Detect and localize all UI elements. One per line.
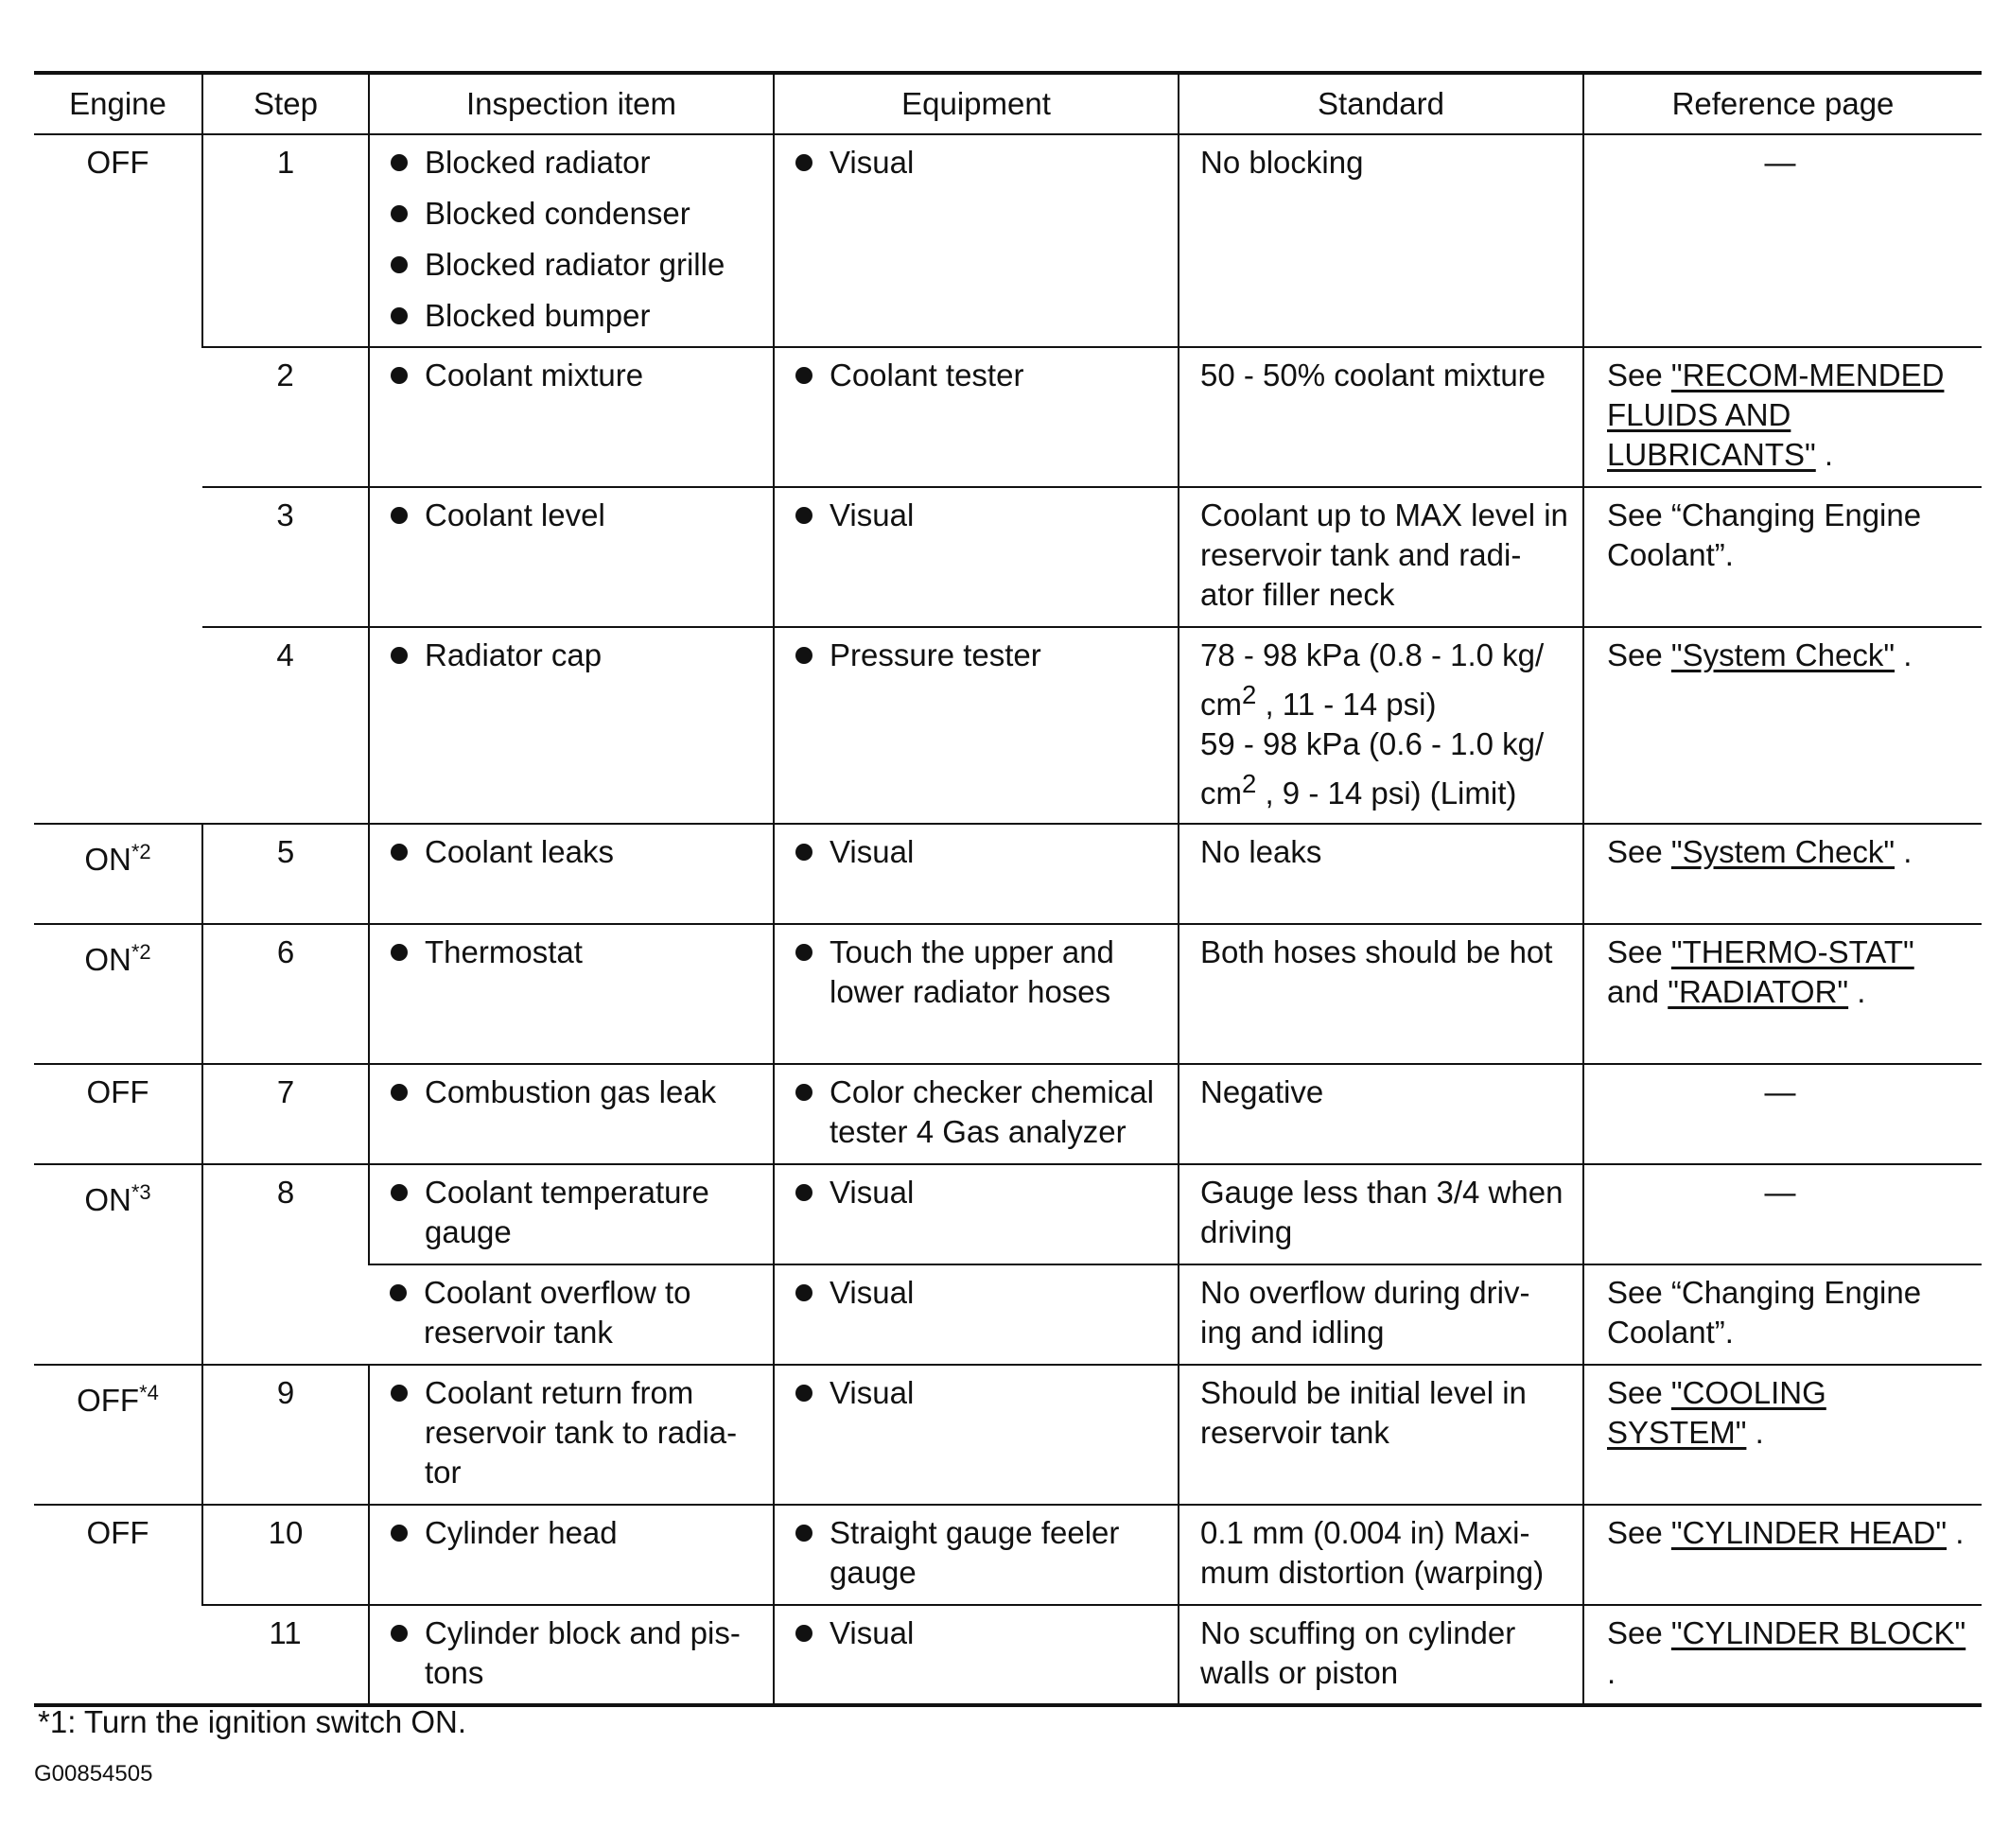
standard-cell: No blocking [1179,134,1583,347]
table-row [34,627,1982,824]
step-cell: 2 [202,347,369,487]
reference-cell [1583,627,1982,824]
inspection-item-cell [369,1505,774,1605]
reference-cell: — [1583,1064,1982,1164]
engine-cell: OFF [34,1505,202,1705]
engine-state: ON [84,1182,131,1217]
ref-prefix: See [1607,934,1671,969]
standard-cell: 50 - 50% coolant mixture [1179,347,1583,487]
superscript: 2 [1242,680,1257,709]
ref-suffix: . [1947,1515,1965,1550]
equipment-cell [774,1164,1179,1264]
inspection-item-cell [369,487,774,627]
equipment-cell [774,824,1179,924]
reference-link[interactable]: "RECOM-MENDED FLUIDS AND LUBRICANTS" [1607,357,1945,472]
step-cell: 4 [202,627,369,824]
col-header-equipment: Equipment [774,73,1179,134]
list-item: Visual [795,1613,1166,1653]
table-row [34,1605,1982,1705]
list-item: Cylinder block and pis-tons [391,1613,761,1693]
standard-cell: Negative [1179,1064,1583,1164]
list-item: Visual [795,143,1166,183]
inspection-item-cell [369,1264,774,1365]
reference-link[interactable]: "CYLINDER BLOCK" [1670,1615,1966,1650]
equipment-cell [774,1605,1179,1705]
engine-state: OFF [77,1383,140,1418]
list-item: Blocked radiator [391,143,761,183]
inspection-item-cell [369,134,774,347]
standard-cell: Both hoses should be hot [1179,924,1583,1064]
reference-link[interactable]: "COOLING SYSTEM" [1607,1375,1826,1450]
ref-suffix: . [1848,974,1866,1009]
reference-cell [1583,924,1982,1064]
standard-text: , 9 - 14 psi) (Limit) [1256,776,1517,811]
standard-text: 78 - 98 kPa (0.8 - 1.0 kg/ cm [1200,637,1545,722]
reference-link[interactable]: "RADIATOR" [1668,974,1849,1009]
equipment-cell [774,347,1179,487]
superscript: 2 [1242,769,1257,798]
standard-cell: Gauge less than 3/4 when driving [1179,1164,1583,1264]
table-row [34,1505,1982,1605]
col-header-reference-page: Reference page [1583,73,1982,134]
inspection-item-cell [369,1064,774,1164]
list-item: Straight gauge feeler gauge [795,1513,1166,1593]
table-row [34,1064,1982,1164]
col-header-step: Step [202,73,369,134]
standard-cell [1179,627,1583,824]
list-item: Cylinder head [391,1513,761,1553]
equipment-cell [774,487,1179,627]
figure-id: G00854505 [34,1761,153,1787]
reference-cell [1583,347,1982,487]
list-item: Touch the upper and lower radiator hoses [795,933,1166,1012]
list-item: Combustion gas leak [391,1072,761,1112]
reference-cell: — [1583,134,1982,347]
list-item: Coolant level [391,496,761,535]
step-cell: 9 [202,1365,369,1505]
reference-cell: — [1583,1164,1982,1264]
ref-prefix: See [1607,637,1671,672]
step-cell: 11 [202,1605,369,1705]
list-item: Visual [795,496,1166,535]
engine-cell [34,1164,202,1365]
engine-footnote-mark: *2 [131,940,151,964]
standard-line [1200,724,1571,813]
list-item: Radiator cap [391,636,761,675]
table-row [34,1164,1982,1264]
ref-suffix: . [1895,834,1913,869]
engine-state: OFF [86,145,149,180]
standard-text: 59 - 98 kPa (0.6 - 1.0 kg/ cm [1200,726,1545,811]
engine-cell [34,824,202,924]
list-item: Coolant overflow to reservoir tank [390,1273,761,1352]
ref-suffix: . [1607,1655,1616,1690]
standard-cell: No scuffing on cylinder walls or piston [1179,1605,1583,1705]
ref-suffix: . [1815,437,1834,472]
standard-cell: 0.1 mm (0.004 in) Maxi-mum distortion (warping) [1179,1505,1583,1605]
inspection-item-cell [369,627,774,824]
engine-state: ON [84,942,131,977]
list-item: Coolant return from reservoir tank to radia-tor [391,1373,761,1492]
ref-prefix: See [1607,1375,1671,1410]
ref-prefix: See [1607,357,1671,392]
inspection-item-cell [369,824,774,924]
reference-link[interactable]: "System Check" [1670,834,1895,869]
list-item: Blocked bumper [391,296,761,336]
ref-prefix: See [1607,834,1671,869]
reference-cell [1583,1605,1982,1705]
engine-cell: OFF [34,1064,202,1164]
step-cell: 5 [202,824,369,924]
reference-cell [1583,1365,1982,1505]
list-item: Coolant temperature gauge [391,1173,761,1252]
engine-footnote-mark: *2 [131,840,151,863]
engine-footnote-mark: *3 [131,1180,151,1204]
step-cell: 10 [202,1505,369,1605]
inspection-item-cell [369,347,774,487]
col-header-standard: Standard [1179,73,1583,134]
standard-line [1200,636,1571,724]
list-item: Coolant leaks [391,832,761,872]
step-cell: 1 [202,134,369,347]
footnote: *1: Turn the ignition switch ON. [38,1704,467,1739]
standard-cell: Coolant up to MAX level in reservoir tank and radi-ator filler neck [1179,487,1583,627]
inspection-item-cell [369,1365,774,1505]
equipment-cell [774,1365,1179,1505]
step-cell: 3 [202,487,369,627]
ref-prefix: See [1607,1615,1671,1650]
list-item: Thermostat [391,933,761,972]
col-header-engine: Engine [69,86,166,121]
list-item: Visual [795,1173,1166,1212]
list-item: Coolant mixture [391,356,761,395]
step-cell: 6 [202,924,369,1064]
engine-footnote-mark: *4 [139,1381,159,1404]
step-cell: 7 [202,1064,369,1164]
table-row [34,824,1982,924]
reference-link[interactable]: "CYLINDER HEAD" [1670,1515,1948,1550]
equipment-cell [774,1264,1179,1365]
inspection-item-cell [369,1164,774,1264]
standard-cell: No leaks [1179,824,1583,924]
table-row [34,924,1982,1064]
reference-link[interactable]: "System Check" [1670,637,1895,672]
list-item: Color checker chemical tester 4 Gas analyzer [795,1072,1172,1152]
equipment-cell [774,1064,1179,1164]
ref-suffix: . [1895,637,1913,672]
standard-cell: Should be initial level in reservoir tank [1179,1365,1583,1505]
ref-suffix: . [1746,1415,1764,1450]
inspection-table [34,71,1982,1707]
inspection-item-cell [369,1605,774,1705]
engine-cell [34,924,202,1064]
engine-cell [34,1365,202,1505]
ref-prefix: See [1607,1515,1671,1550]
reference-cell: See “Changing Engine Coolant”. [1583,487,1982,627]
equipment-cell [774,627,1179,824]
standard-text: , 11 - 14 psi) [1256,687,1437,722]
equipment-cell [774,134,1179,347]
table-row [34,134,1982,347]
reference-link[interactable]: "THERMO-STAT" [1670,934,1914,969]
reference-cell: See “Changing Engine Coolant”. [1583,1264,1982,1365]
list-item: Blocked condenser [391,194,761,234]
equipment-cell [774,924,1179,1064]
inspection-table-wrapper [34,71,1982,1707]
list-item: Visual [795,832,1166,872]
equipment-cell [774,1505,1179,1605]
reference-cell [1583,1505,1982,1605]
list-item: Visual [795,1273,1166,1313]
list-item: Blocked radiator grille [391,245,761,285]
list-item: Coolant tester [795,356,1166,395]
list-item: Visual [795,1373,1166,1413]
col-header-inspection-item: Inspection item [369,73,774,134]
standard-cell: No overflow during driv-ing and idling [1179,1264,1583,1365]
table-row [34,347,1982,487]
reference-cell [1583,824,1982,924]
step-cell: 8 [202,1164,369,1365]
engine-cell [34,134,202,824]
engine-state: ON [84,842,131,877]
table-row [34,487,1982,627]
ref-mid: and [1607,974,1668,1009]
inspection-item-cell [369,924,774,1064]
list-item: Pressure tester [795,636,1166,675]
header-row [34,73,1982,134]
table-row [34,1365,1982,1505]
